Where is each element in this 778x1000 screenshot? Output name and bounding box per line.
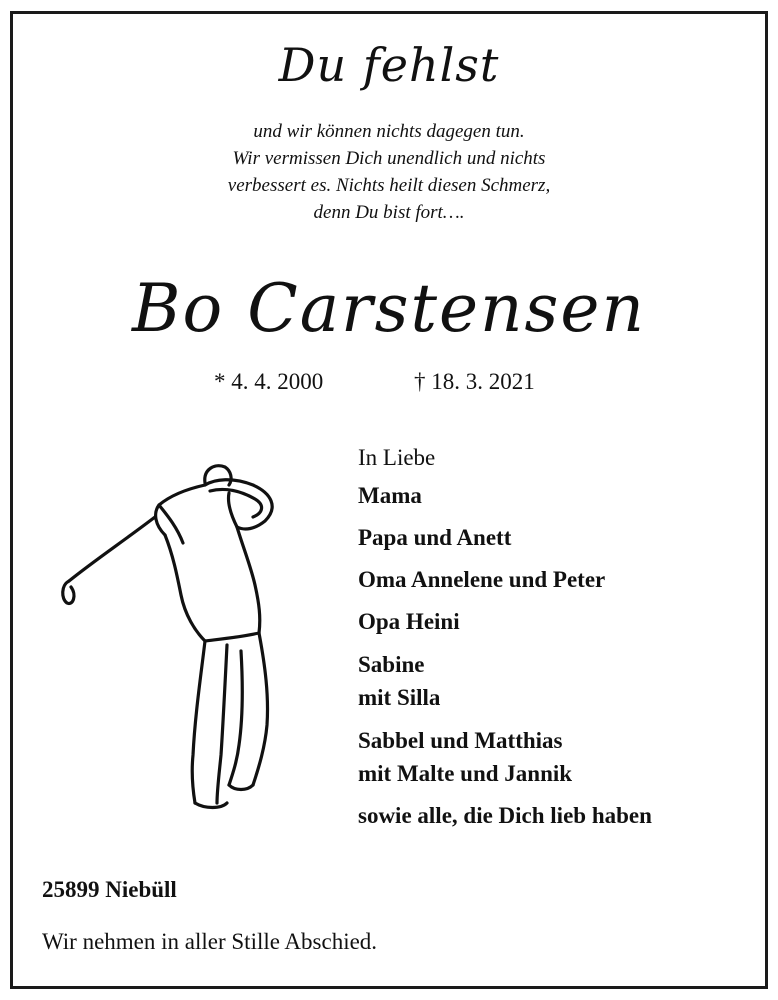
closing-line: Wir nehmen in aller Stille Abschied. — [42, 929, 378, 954]
place: 25899 Niebüll — [42, 877, 177, 902]
family-entry-line: sowie alle, die Dich lieb haben — [358, 803, 652, 828]
family-intro: In Liebe — [358, 445, 436, 470]
family-entry-line: Sabine — [358, 652, 425, 677]
family-entry — [358, 480, 652, 512]
poem-line: denn Du bist fort…. — [313, 202, 465, 223]
poem-line: und wir können nichts dagegen tun. — [253, 121, 525, 142]
family-entry-line: Sabbel und Matthias — [358, 728, 563, 753]
family-entry-line: Oma Annelene und Peter — [358, 567, 606, 592]
family-entry — [358, 724, 652, 790]
family-list — [358, 443, 652, 842]
heading: Du fehlst — [278, 38, 500, 92]
family-entry-line: Opa Heini — [358, 609, 460, 634]
poem-line: verbessert es. Nichts heilt diesen Schmerz, — [227, 175, 551, 196]
family-entry — [358, 648, 652, 714]
family-entry-line: mit Silla — [358, 685, 441, 710]
death-date: † 18. 3. 2021 — [414, 369, 535, 394]
family-entry — [358, 606, 652, 638]
family-entry-line: Papa und Anett — [358, 525, 512, 550]
family-entry-line: Mama — [358, 483, 422, 508]
family-entry — [358, 522, 652, 554]
birth-date: * 4. 4. 2000 — [214, 369, 324, 394]
family-entry — [358, 800, 652, 832]
deceased-name: Bo Carstensen — [131, 270, 646, 347]
family-entry-line: mit Malte und Jannik — [358, 761, 573, 786]
golfer-illustration — [55, 455, 295, 825]
poem-line: Wir vermissen Dich unendlich und nichts — [232, 148, 546, 169]
poem — [0, 118, 778, 226]
family-entry — [358, 564, 652, 596]
